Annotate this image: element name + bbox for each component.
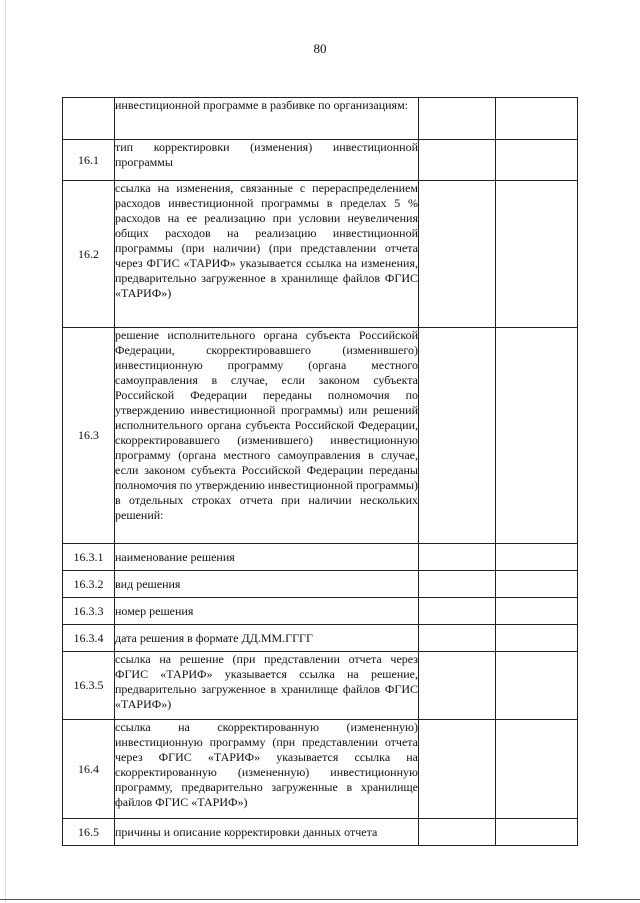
table-row bbox=[63, 720, 578, 819]
value-cell bbox=[419, 819, 496, 846]
value-cell bbox=[419, 598, 496, 625]
row-number: 16.3.5 bbox=[63, 652, 115, 720]
table-row bbox=[63, 181, 578, 328]
value-cell bbox=[496, 652, 578, 720]
row-number: 16.1 bbox=[63, 140, 115, 181]
table-row bbox=[63, 98, 578, 140]
scan-bottom-line bbox=[0, 899, 640, 900]
row-number: 16.3.3 bbox=[63, 598, 115, 625]
value-cell bbox=[419, 544, 496, 571]
table-row bbox=[63, 571, 578, 598]
value-cell bbox=[419, 720, 496, 819]
table-row bbox=[63, 544, 578, 571]
value-cell bbox=[419, 98, 496, 140]
table-row bbox=[63, 140, 578, 181]
value-cell bbox=[419, 571, 496, 598]
table-row bbox=[63, 625, 578, 652]
value-cell bbox=[419, 140, 496, 181]
row-description: ссылка на скорректированную (измененную) инвестиционную программу (при представлении отчета через ФГИС «ТАРИФ» указывается ссылка на скорректированную (измененную) инвестиционную программу, предварительно загруженные в хранилище файлов ФГИС «ТАРИФ») bbox=[115, 720, 419, 819]
row-number: 16.4 bbox=[63, 720, 115, 819]
row-description: причины и описание корректировки данных отчета bbox=[115, 819, 419, 846]
page-number: 80 bbox=[313, 41, 327, 56]
table-row bbox=[63, 598, 578, 625]
row-description: наименование решения bbox=[115, 544, 419, 571]
table-row bbox=[63, 652, 578, 720]
value-cell bbox=[419, 181, 496, 328]
row-description: вид решения bbox=[115, 571, 419, 598]
row-description: дата решения в формате ДД.ММ.ГГГГ bbox=[115, 625, 419, 652]
row-description: решение исполнительного органа субъекта Российской Федерации, скорректировавшего (изменившего) инвестиционную программу (органа местного самоуправления в случае, если законом субъекта Российской Федерации переданы полномочия по утверждению инвестиционной программы) или решений исполнительного органа субъекта Российской Федерации, скорректировавшего (изменившего) инвестиционную программу (органа местного самоуправления в случае, если законом субъекта Российской Федерации переданы полномочия по утверждению инвестиционной программы) в отдельных строках отчета при наличии нескольких решений: bbox=[115, 328, 419, 544]
row-number: 16.3 bbox=[63, 328, 115, 544]
value-cell bbox=[419, 625, 496, 652]
value-cell bbox=[419, 328, 496, 544]
value-cell bbox=[419, 652, 496, 720]
scan-edge-line bbox=[5, 0, 6, 903]
row-number: 16.5 bbox=[63, 819, 115, 846]
value-cell bbox=[496, 571, 578, 598]
row-number bbox=[63, 98, 115, 140]
value-cell bbox=[496, 181, 578, 328]
value-cell bbox=[496, 98, 578, 140]
row-number: 16.3.2 bbox=[63, 571, 115, 598]
value-cell bbox=[496, 328, 578, 544]
report-table bbox=[62, 97, 578, 846]
row-description: номер решения bbox=[115, 598, 419, 625]
value-cell bbox=[496, 625, 578, 652]
value-cell bbox=[496, 598, 578, 625]
value-cell bbox=[496, 720, 578, 819]
row-description: ссылка на решение (при представлении отчета через ФГИС «ТАРИФ» указывается ссылка на решение, предварительно загруженное в хранилище файлов ФГИС «ТАРИФ») bbox=[115, 652, 419, 720]
row-number: 16.2 bbox=[63, 181, 115, 328]
row-description: инвестиционной программе в разбивке по организациям: bbox=[115, 98, 419, 140]
row-number: 16.3.1 bbox=[63, 544, 115, 571]
row-description: ссылка на изменения, связанные с перераспределением расходов инвестиционной программы в пределах 5 % расходов на ее реализацию при условии неувеличения общих расходов на реализацию инвестиционной программы (при наличии) (при представлении отчета через ФГИС «ТАРИФ» указывается ссылка на изменения, предварительно загруженное в хранилище файлов ФГИС «ТАРИФ») bbox=[115, 181, 419, 328]
value-cell bbox=[496, 544, 578, 571]
row-description: тип корректировки (изменения) инвестиционной программы bbox=[115, 140, 419, 181]
row-number: 16.3.4 bbox=[63, 625, 115, 652]
table-row bbox=[63, 328, 578, 544]
value-cell bbox=[496, 140, 578, 181]
value-cell bbox=[496, 819, 578, 846]
table-row bbox=[63, 819, 578, 846]
